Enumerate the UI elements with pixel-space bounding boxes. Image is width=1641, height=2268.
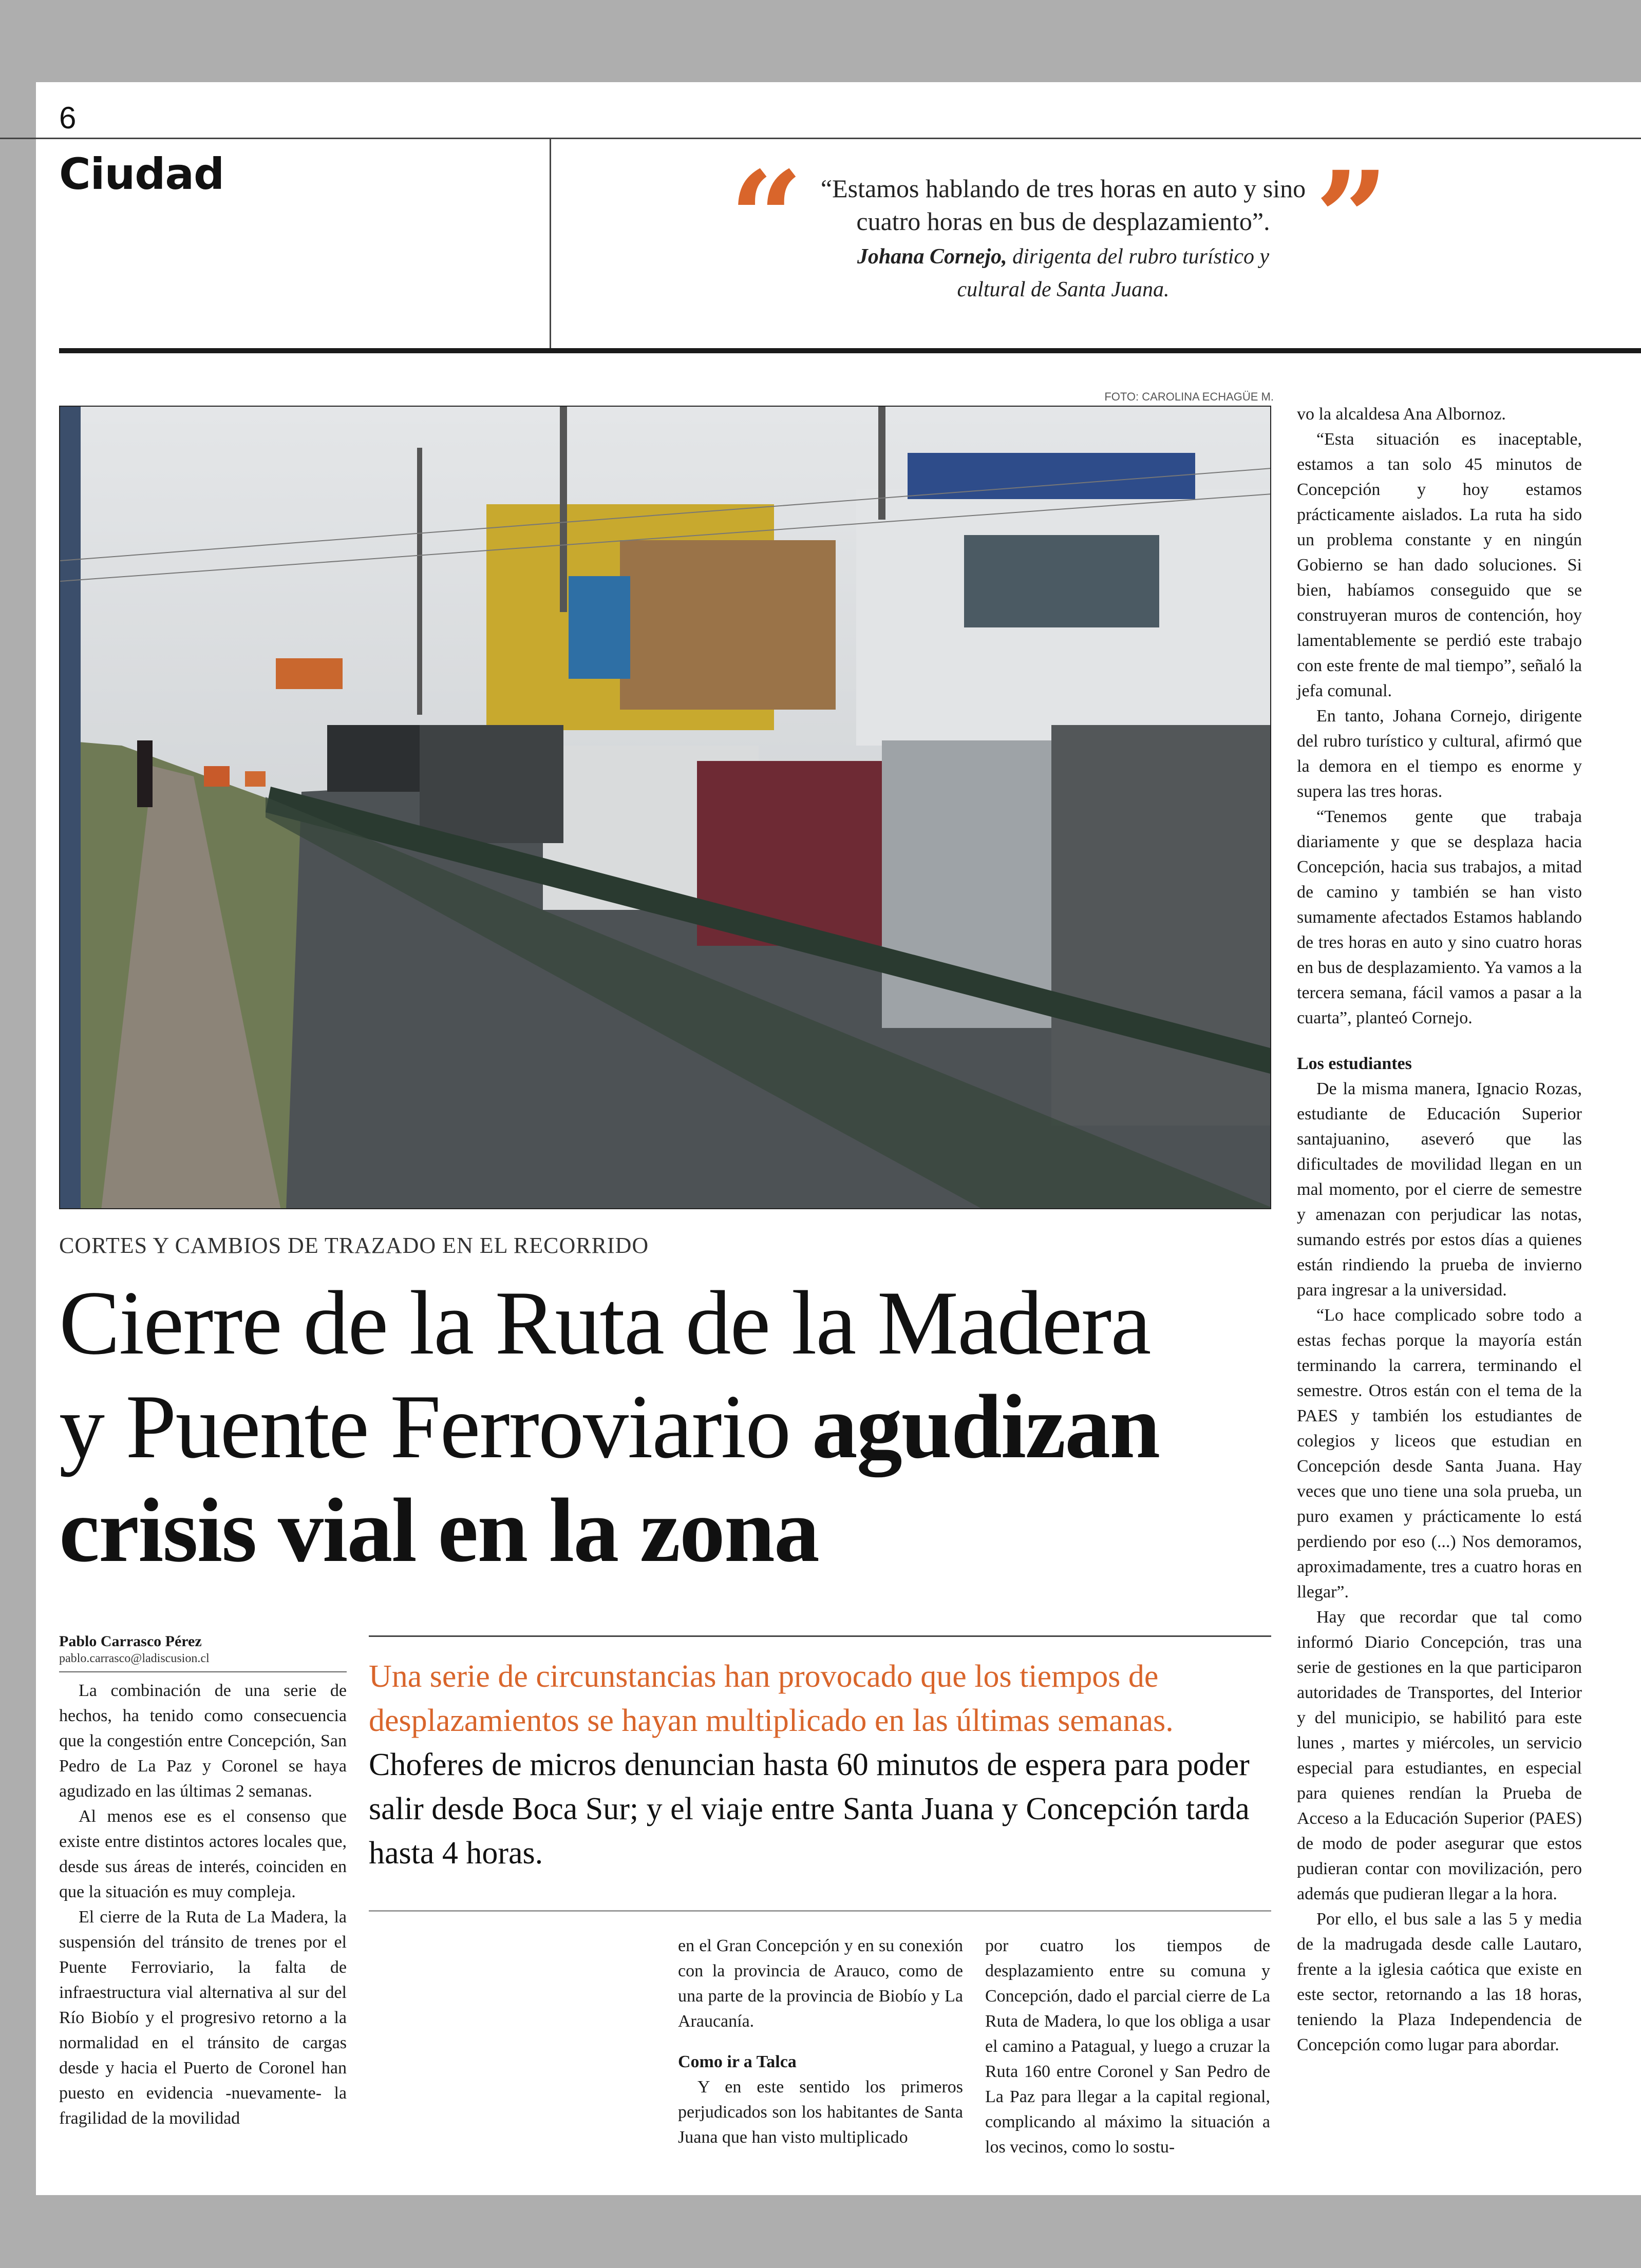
- header-rule: [0, 138, 1641, 139]
- body-column-2: [678, 1933, 963, 2150]
- article-headline: [59, 1271, 1281, 1582]
- body-paragraph: “Esta situación es inaceptable, estamos a tan solo 45 minutos de Concepción y hoy estamos prácticamente aislados. La ruta ha sido un problema constante y en ningún Gobierno se han dado soluciones. Si bien, habíamos conseguido que se construyeran muros de contención, hoy lamentablemente se perdió este trabajo con este frente de mal tiempo”, señaló la jefa comunal.: [1297, 430, 1582, 700]
- byline-author: Pablo Carrasco Pérez: [59, 1633, 202, 1650]
- lead-highlight: Una serie de circunstancias han provocado que los tiempos de desplazamientos se hayan multiplicado en las últimas semanas.: [369, 1659, 1174, 1738]
- subheading-como-ir-a-talca: Como ir a Talca: [678, 2052, 797, 2071]
- body-paragraph: En tanto, Johana Cornejo, dirigente del rubro turístico y cultural, afirmó que la demora en el tiempo es enorme y supera las tres horas.: [1297, 707, 1582, 801]
- headline-line-2: [59, 1375, 1281, 1478]
- body-paragraph: El cierre de la Ruta de La Madera, la suspensión del tránsito de trenes por el Puente Ferroviario, la falta de infraestructura vial alternativa al sur del Río Biobío y el progresivo retorno a la normalidad en el tránsito de cargas desde y hacia el Puerto de Coronel han puesto en evidencia -nuevamente- la fragilidad de la movilidad: [59, 1908, 347, 2128]
- pull-quote-role: dirigenta del rubro turístico y cultural de Santa Juana.: [957, 245, 1270, 301]
- header-divider: [550, 138, 551, 348]
- body-paragraph: “Tenemos gente que trabaja diariamente y que se desplaza hacia Concepción, hacia sus trabajos, a mitad de camino y también se han visto sumamente afectados Estamos hablando de tres horas en auto y sino cuatro horas en bus de desplazamiento. Ya vamos a la tercera semana, fácil vamos a pasar a la cuarta”, planteó Cornejo.: [1297, 807, 1582, 1027]
- close-quote-icon: ”: [1315, 143, 1389, 294]
- pull-quote-attribution: [822, 240, 1305, 306]
- body-paragraph: Hay que recordar que tal como informó Diario Concepción, tras una serie de gestiones en la que participaron autoridades de Transportes, del Interior y del municipio, se habilitó para este lunes , martes y miércoles, un servicio especial para estudiantes, en especial para quienes rendían la Prueba de Acceso a la Educación Superior (PAES) de modo de poder asegurar que estos pudieran contar con movilización, pero además que pudieran llegar a la hora.: [1297, 1608, 1582, 1903]
- traffic-photo: [59, 406, 1271, 1209]
- body-paragraph: La combinación de una serie de hechos, ha tenido como consecuencia que la congestión entre Concepción, San Pedro de La Paz y Coronel se haya agudizado en las últimas 2 semanas.: [59, 1681, 347, 1801]
- body-column-1: [59, 1678, 347, 2131]
- article-kicker: CORTES Y CAMBIOS DE TRAZADO EN EL RECORRIDO: [59, 1233, 649, 1258]
- subheading-los-estudiantes: Los estudiantes: [1297, 1054, 1412, 1073]
- body-paragraph: Al menos ese es el consenso que existe entre distintos actores locales que, desde sus áreas de interés, coinciden en que la situación es muy compleja.: [59, 1807, 347, 1901]
- body-paragraph: “Lo hace complicado sobre todo a estas fechas porque la mayoría están terminando la carrera, terminando el semestre. Otros están con el tema de la PAES y también los estudiantes de colegios y liceos que estudian en Concepción desde Santa Juana. Hay veces que uno tiene una sola prueba, un puro examen y prácticamente lo está perdiendo por eso (...) Nos demoramos, aproximadamente, tres a cuatro horas en llegar”.: [1297, 1306, 1582, 1602]
- headline-line-1: Cierre de la Ruta de la Madera: [59, 1272, 1150, 1374]
- body-column-4: [1297, 402, 1582, 2057]
- section-title: Ciudad: [59, 149, 224, 199]
- lead-top-rule: [369, 1635, 1271, 1637]
- body-paragraph: en el Gran Concepción y en su conexión con la provincia de Arauco, como de una parte de la provincia de Biobío y La Araucanía.: [678, 1936, 963, 2031]
- lead-rest: Choferes de micros denuncian hasta 60 minutos de espera para poder salir desde Boca Sur; y el viaje entre Santa Juana y Concepción tarda hasta 4 horas.: [369, 1747, 1250, 1871]
- lead-bottom-rule: [369, 1910, 1271, 1912]
- traffic-photo-illustration: [60, 407, 1271, 1209]
- page-number: 6: [59, 101, 77, 135]
- header-thick-rule: [59, 348, 1641, 353]
- article-lead: [369, 1654, 1271, 1875]
- body-paragraph: Por ello, el bus sale a las 5 y media de la madrugada desde calle Lautaro, frente a la iglesia caótica que existe en este sector, retornando a las 18 horas, teniendo la Plaza Independencia de Concepción como lugar para abordar.: [1297, 1910, 1582, 2054]
- pull-quote-text: “Estamos hablando de tres horas en auto y sino cuatro horas en bus de desplazamiento”.: [820, 174, 1306, 236]
- body-paragraph: por cuatro los tiempos de desplazamiento entre su comuna y Concepción, dado el parcial cierre de La Ruta de Madera, lo que los obliga a usar el camino a Patagual, y luego a cruzar la Ruta 160 entre Coronel y San Pedro de La Paz para llegar a la capital regional, complicando al máximo la situación a los vecinos, como lo sostu-: [985, 1936, 1270, 2157]
- body-column-3: [985, 1933, 1270, 2160]
- byline-email: pablo.carrasco@ladiscusion.cl: [59, 1652, 210, 1665]
- pull-quote-author: Johana Cornejo,: [857, 245, 1007, 269]
- body-paragraph: De la misma manera, Ignacio Rozas, estudiante de Educación Superior santajuanino, aseveró que las dificultades de movilidad llegan en un mal momento, por el cierre de semestre y amenazan con perjudicar las notas, sumando estrés por estos días a quienes están rindiendo la prueba de invierno para ingresar a la universidad.: [1297, 1079, 1582, 1300]
- byline-rule: [59, 1671, 347, 1672]
- body-paragraph: vo la alcaldesa Ana Albornoz.: [1297, 405, 1506, 424]
- open-quote-icon: “: [729, 143, 803, 294]
- body-paragraph: Y en este sentido los primeros perjudicados son los habitantes de Santa Juana que han visto multiplicado: [678, 2078, 963, 2147]
- headline-line-2-bold: agudizan: [812, 1376, 1160, 1477]
- photo-credit: FOTO: CAROLINA ECHAGÜE M.: [1104, 390, 1274, 403]
- headline-line-2-regular: y Puente Ferroviario: [59, 1376, 812, 1477]
- headline-line-3: crisis vial en la zona: [59, 1479, 819, 1581]
